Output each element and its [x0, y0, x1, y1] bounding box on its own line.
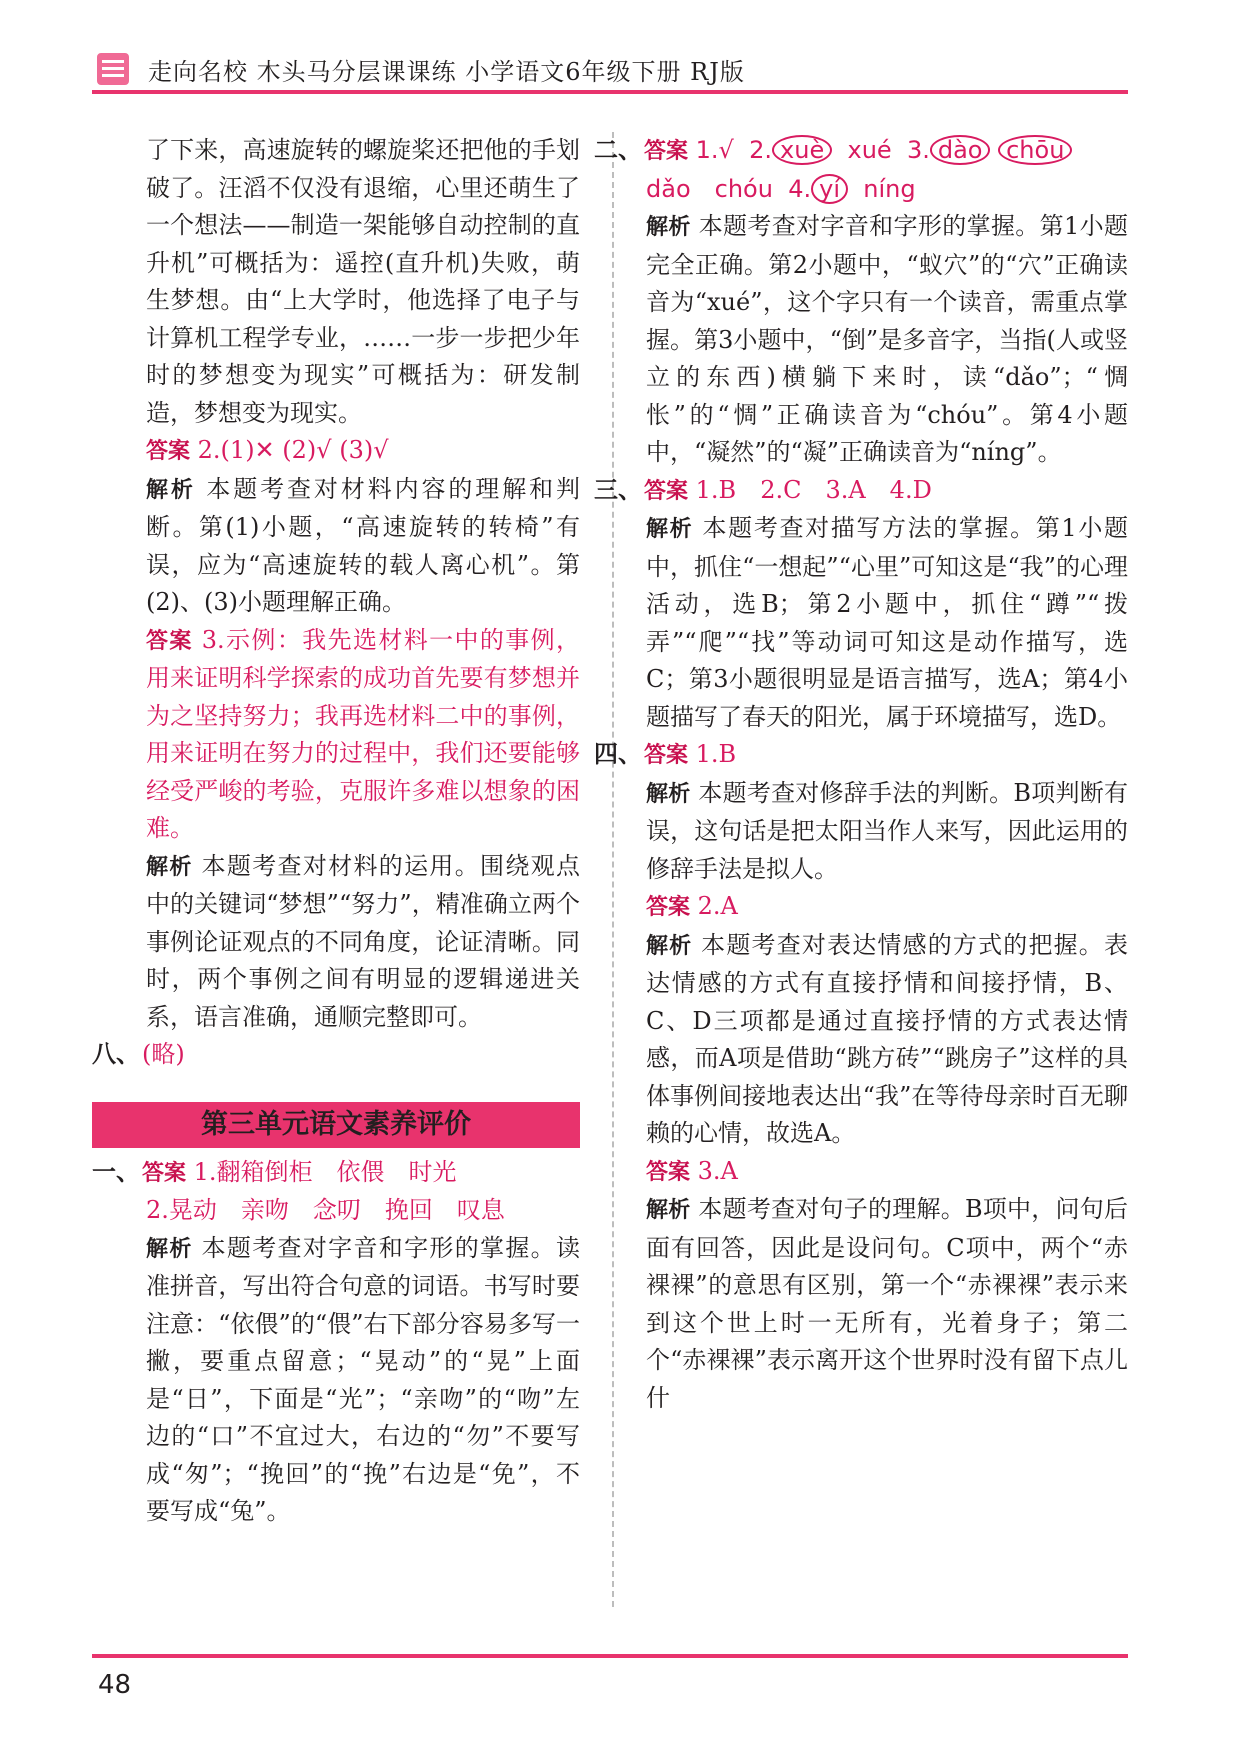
answer-text: 2.A: [697, 892, 738, 920]
answer-text: 2.: [749, 136, 773, 164]
explanation-label: 解析: [646, 1198, 691, 1223]
explanation-label: 解析: [146, 854, 193, 880]
explanation-text: 本题考查对材料内容的理解和判断。第(1)小题，“高速旋转的转椅”有误，应为“高速旋转的载人离心机”。第(2)、(3)小题理解正确。: [146, 474, 580, 616]
answer-text: (略): [142, 1040, 185, 1068]
answer-label: 答案: [644, 743, 689, 768]
answer-label: 答案: [644, 139, 689, 164]
header-rule: [92, 90, 1128, 94]
explanation-label: 解析: [646, 215, 691, 240]
circled-pinyin: xuè: [772, 135, 832, 165]
answer-label: 答案: [644, 478, 689, 504]
question-number: 一、: [92, 1157, 140, 1186]
question-number: 三、: [594, 475, 642, 504]
explanation-label: 解析: [646, 517, 694, 542]
explanation-text: 本题考查对描写方法的掌握。第1小题中，抓住“一想起”“心里”可知这是“我”的心理活动，选B；第2小题中，抓住“蹲”“拨弄”“爬”“找”等动词可知这是动作描写，选C；第3小题很明显是语言描写，选A；第4小题描写了春天的阳光，属于环境描写，选D。: [646, 514, 1128, 731]
answer-label: 答案: [146, 628, 193, 654]
answer-text: 1.B: [695, 740, 737, 768]
question-number: 四、: [594, 740, 642, 768]
column-divider: [612, 132, 614, 1607]
question-number: 二、: [594, 136, 642, 164]
explanation-label: 解析: [646, 933, 693, 959]
section-banner: 第三单元语文素养评价: [92, 1102, 580, 1148]
page-number: 48: [98, 1670, 132, 1700]
circled-pinyin: yí: [811, 174, 848, 204]
answer-text: 3.示例：我先选材料一中的事例，用来证明科学探索的成功首先要有梦想并为之坚持努力；我再选材料二中的事例，用来证明在努力的过程中，我们还要能够经受严峻的考验，克服许多难以想象的困难。: [146, 625, 580, 842]
answer-text: 1.√: [695, 136, 734, 164]
answer-text: 3.: [906, 136, 930, 164]
answer-text: 3.A: [697, 1156, 738, 1185]
answer-label: 答案: [146, 439, 191, 464]
answer-label: 答案: [646, 895, 691, 920]
explanation-label: 解析: [146, 477, 196, 503]
circled-pinyin: dào: [930, 135, 991, 165]
question-number: 八、: [92, 1040, 140, 1068]
header-title: 走向名校 木头马分层课课练 小学语文6年级下册 RJ版: [148, 58, 745, 86]
explanation-text: 本题考查对句子的理解。B项中，问句后面有回答，因此是设问句。C项中，两个“赤裸裸”的意思有区别，第一个“赤裸裸”表示来到这个世上时一无所有，光着身子；第二个“赤裸裸”表示离开这个世界时没有留下点儿什: [646, 1195, 1128, 1412]
correction-text: dǎo chóu: [646, 174, 773, 203]
footer-rule: [92, 1654, 1128, 1658]
explanation-text: 本题考查对表达情感的方式的把握。表达情感的方式有直接抒情和间接抒情，B、C、D三项都是通过直接抒情的方式表达情感，而A项是借助“跳方砖”“跳房子”这样的具体事例间接地表达出“我”在等待母亲时百无聊赖的心情，故选A。: [646, 930, 1128, 1147]
explanation-label: 解析: [146, 1236, 193, 1262]
continued-text: 了下来，高速旋转的螺旋桨还把他的手划破了。汪滔不仅没有退缩，心里还萌生了一个想法——制造一架能够自动控制的直升机”可概括为：遥控(直升机)失败，萌生梦想。由“上大学时，他选择了电子与计算机工程学专业，……一步一步把少年时的梦想变为现实”可概括为：研发制造，梦想变为现实。: [146, 136, 580, 427]
answer-text: 1.翻箱倒柜 依偎 时光: [193, 1157, 457, 1186]
explanation-text: 本题考查对字音和字形的掌握。读准拼音，写出符合句意的词语。书写时要注意：“依偎”的“偎”右下部分容易多写一撇，要重点留意；“晃动”的“晃”上面是“日”，下面是“光”；“亲吻”的“吻”左边的“口”不宜过大，右边的“勿”不要写成“匆”；“挽回”的“挽”右边是“免”，不要写成“兔”。: [146, 1233, 580, 1525]
explanation-text: 本题考查对字音和字形的掌握。第1小题完全正确。第2小题中，“蚁穴”的“穴”正确读音为“xué”，这个字只有一个读音，需重点掌握。第3小题中，“倒”是多音字，当指(人或竖立的东西)横躺下来时，读“dǎo”；“惆怅”的“惆”正确读音为“chóu”。第4小题中，“凝然”的“凝”正确读音为“níng”。: [646, 212, 1128, 466]
answer-text: 2.晃动 亲吻 念叨 挽回 叹息: [146, 1196, 505, 1224]
book-icon: [96, 52, 130, 86]
answer-label: 答案: [646, 1159, 691, 1185]
circled-pinyin: chōu: [998, 135, 1072, 165]
right-column: [594, 132, 1128, 1417]
page-header: [92, 44, 1128, 94]
answer-label: 答案: [142, 1160, 187, 1186]
answer-text: 2.(1)✕ (2)√ (3)√: [197, 436, 389, 464]
explanation-text: 本题考查对修辞手法的判断。B项判断有误，这句话是把太阳当作人来写，因此运用的修辞手法是拟人。: [646, 778, 1128, 883]
correction-text: níng: [863, 174, 916, 203]
correction-text: xué: [847, 136, 892, 164]
left-column: [92, 132, 580, 1531]
answer-text: 1.B 2.C 3.A 4.D: [695, 475, 932, 504]
explanation-label: 解析: [646, 781, 691, 807]
answer-text: 4.: [788, 174, 812, 203]
explanation-text: 本题考查对材料的运用。围绕观点中的关键词“梦想”“努力”，精准确立两个事例论证观点的不同角度，论证清晰。同时，两个事例之间有明显的逻辑递进关系，语言准确，通顺完整即可。: [146, 851, 580, 1031]
